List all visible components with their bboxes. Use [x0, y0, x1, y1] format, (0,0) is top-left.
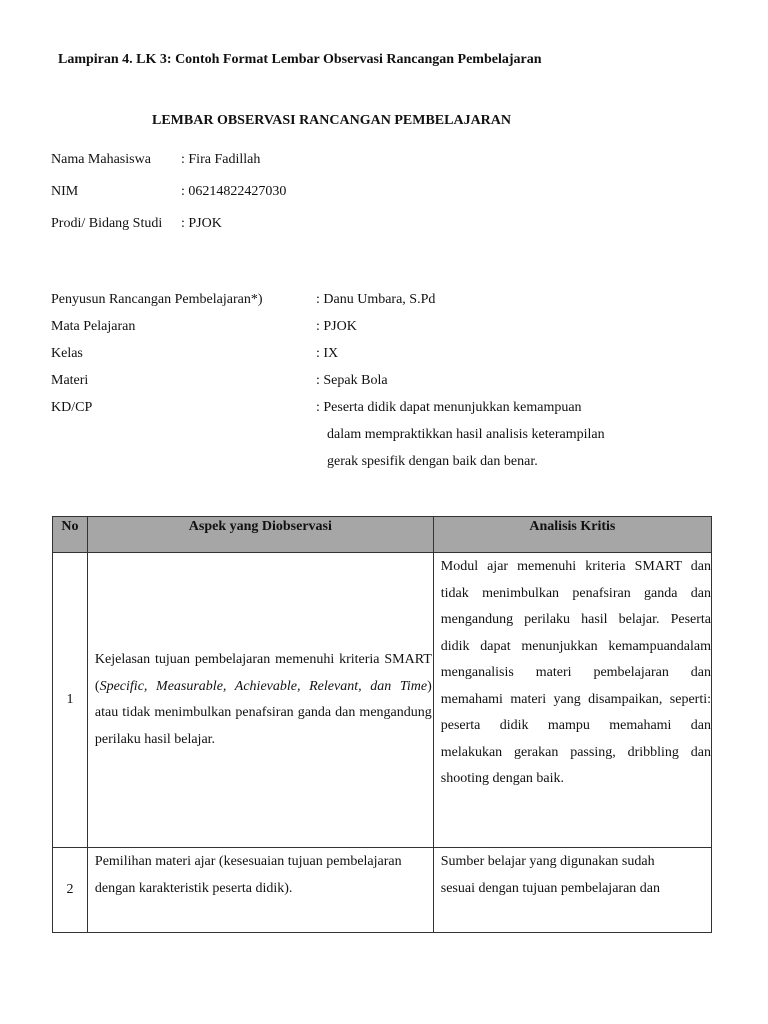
name-label: Nama Mahasiswa [51, 152, 151, 167]
analisis-text: Modul ajar memenuhi kriteria SMART dan tidak menimbulkan penafsiran ganda dan mengandung perilaku hasil belajar. Peserta didik dapat menunjukkan kemampuandalam menganalisis materi pembelajaran dan memahami materi yang disampaikan, seperti: peserta didik mampu memahami dan melakukan gerakan passing, dribbling dan shooting dengan baik. [440, 559, 711, 786]
mapel-value: : PJOK [316, 319, 357, 334]
mapel-label: Mata Pelajaran [51, 319, 136, 334]
materi-label: Materi [51, 373, 89, 388]
observation-table [52, 516, 712, 933]
kd-value-line1: : Peserta didik dapat menunjukkan kemampuan [316, 400, 582, 415]
prodi-label: Prodi/ Bidang Studi [51, 216, 163, 231]
aspek-text-post: ) atau tidak menimbulkan penafsiran ganda dan mengandung perilaku hasil belajar. [94, 678, 432, 747]
row-number: 1 [53, 553, 88, 848]
analisis-cell [433, 848, 711, 933]
penyusun-value: : Danu Umbara, S.Pd [316, 292, 436, 307]
kd-value-line3: gerak spesifik dengan baik dan benar. [327, 454, 538, 469]
header-aspek: Aspek yang Diobservasi [87, 517, 433, 553]
prodi-value: : PJOK [181, 216, 222, 231]
header-no: No [53, 517, 88, 553]
kd-label: KD/CP [51, 400, 93, 415]
aspek-text-pre: Kejelasan tujuan pembelajaran memenuhi kriteria SMART ( [94, 652, 432, 694]
table-row [53, 848, 712, 933]
aspek-text [88, 647, 433, 753]
table-header-row [53, 517, 712, 553]
form-title: LEMBAR OBSERVASI RANCANGAN PEMBELAJARAN [152, 113, 512, 128]
row-number: 2 [53, 848, 88, 933]
aspek-text: Pemilihan materi ajar (kesesuaian tujuan pembelajaran dengan karakteristik peserta didik). [94, 854, 402, 896]
nim-value: : 06214822427030 [181, 184, 287, 199]
analisis-text: Sumber belajar yang digunakan sudah sesuai dengan tujuan pembelajaran dan [440, 854, 660, 896]
name-value: : Fira Fadillah [181, 152, 261, 167]
analisis-cell [433, 553, 711, 848]
nim-label: NIM [51, 184, 79, 199]
table-row [53, 553, 712, 848]
penyusun-label: Penyusun Rancangan Pembelajaran*) [51, 292, 263, 307]
aspek-cell [87, 553, 433, 848]
aspek-cell [87, 848, 433, 933]
page-header: Lampiran 4. LK 3: Contoh Format Lembar Observasi Rancangan Pembelajaran [58, 52, 542, 67]
kelas-value: : IX [316, 346, 339, 361]
materi-value: : Sepak Bola [316, 373, 388, 388]
header-analisis: Analisis Kritis [433, 517, 711, 553]
kelas-label: Kelas [51, 346, 83, 361]
kd-value-line2: dalam mempraktikkan hasil analisis keterampilan [327, 427, 605, 442]
aspek-text-italic: Specific, Measurable, Achievable, Relevant, dan Time [99, 678, 428, 694]
